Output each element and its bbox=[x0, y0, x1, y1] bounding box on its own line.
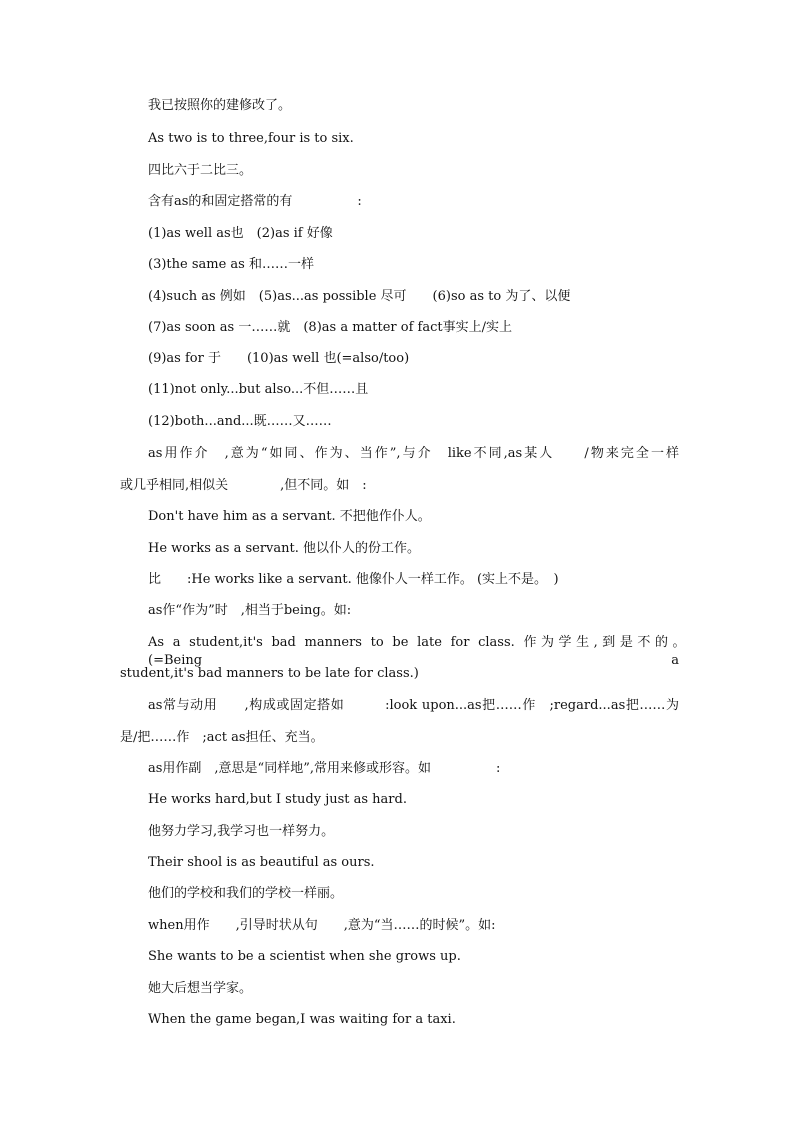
text-line: 她大后想当学家。 bbox=[148, 981, 253, 996]
text-line: student,it's bad manners to be late for class.) bbox=[120, 666, 419, 681]
text-line: (11)not only...but also...不但……且 bbox=[148, 382, 369, 397]
text-line: She wants to be a scientist when she grows up. bbox=[148, 949, 461, 964]
text-line: As a student,it's bad manners to be late for class. 作为学生,到是不的。 (=Being a bbox=[148, 635, 719, 668]
text-line: as作“作为”时 ,相当于being。如: bbox=[148, 603, 352, 618]
text-line: He works as a servant. 他以仆人的份工作。 bbox=[148, 541, 420, 556]
text-line: (12)both...and...既……又…… bbox=[148, 414, 332, 429]
text-line: 是/把……作 ;act as担任、充当。 bbox=[120, 730, 324, 745]
text-line: He works hard,but I study just as hard. bbox=[148, 792, 407, 807]
text-line: 我已按照你的建修改了。 bbox=[148, 98, 292, 113]
text-line: 含有as的和固定搭常的有 : bbox=[148, 194, 362, 209]
text-line: When the game began,I was waiting for a taxi. bbox=[148, 1012, 456, 1027]
text-line: (9)as for 于 (10)as well 也(=also/too) bbox=[148, 351, 410, 366]
text-line: 四比六于二比三。 bbox=[148, 163, 253, 178]
text-line: (1)as well as也 (2)as if 好像 bbox=[148, 226, 333, 241]
text-line: as用作副 ,意思是“同样地”,常用来修或形容。如 : bbox=[148, 761, 501, 776]
text-line: (4)such as 例如 (5)as...as possible 尽可 (6)so as to 为了、以便 bbox=[148, 289, 571, 304]
text-line: 比 :He works like a servant. 他像仆人一样工作。 (实上不是。 ) bbox=[148, 572, 559, 587]
text-line: (7)as soon as 一……就 (8)as a matter of fact事实上/实上 bbox=[148, 320, 512, 335]
text-line: Don't have him as a servant. 不把他作仆人。 bbox=[148, 509, 431, 524]
text-line: As two is to three,four is to six. bbox=[148, 131, 354, 146]
text-line: 他努力学习,我学习也一样努力。 bbox=[148, 824, 335, 839]
text-line: (3)the same as 和……一样 bbox=[148, 257, 314, 272]
text-line: 他们的学校和我们的学校一样丽。 bbox=[148, 886, 344, 901]
text-line: as用作介 ,意为“如同、作为、当作”,与介 like不同,as某人 /物来完全一样 bbox=[148, 446, 679, 461]
text-line: when用作 ,引导时状从句 ,意为“当……的时候”。如: bbox=[148, 918, 496, 933]
text-line: as常与动用 ,构成或固定搭如 :look upon...as把……作 ;regard...as把……为 bbox=[148, 698, 679, 713]
text-line: Their shool is as beautiful as ours. bbox=[148, 855, 375, 870]
text-line: 或几乎相同,相似关 ,但不同。如 : bbox=[120, 478, 367, 493]
